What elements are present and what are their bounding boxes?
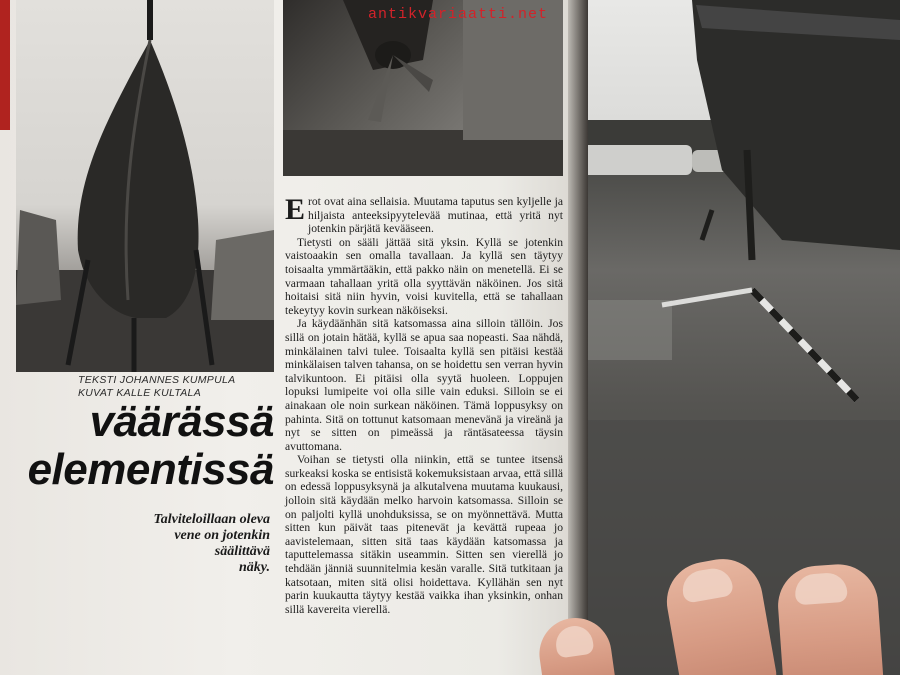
- text-credit: TEKSTI JOHANNES KUMPULA: [78, 374, 236, 386]
- hull-illustration: [16, 0, 274, 372]
- paragraph-4: Voihan se tietysti olla niinkin, että se tuntee itsensä surkeaksi koska se entisistä kokemuksistaan arvaa, että sillä on edessä loppusyksynä ja alkutalvena muutama kuukausi, jolloin sitä käydään melko harvoin katsomassa. Silloin se on paljolti kyllä unohduksissa, se on myönnettävä. Mutta sitten kun päivät taas pitenevät ja kevättä rupeaa jo aavistelemaan, sitten sitä taas käydään katsomassa ja taputtelemassa sitäkin useammin. Sitten sen vierellä jo tehdään jänniä suunnitelmia kesän varalle. Sitä tutkitaan ja katsotaan, miten sitä olisi hoidettava. Kyllähän sen nyt parin kuukautta täytyy kestää vaikka ihan yksinkin, onhan sillä kavereita vierellä.: [285, 453, 563, 616]
- subhead-line-3: säälittävä: [214, 544, 270, 559]
- headline-line-2: elementissä: [27, 445, 274, 494]
- fingernail: [794, 572, 848, 606]
- page-gutter: [568, 0, 588, 675]
- paragraph-1: [285, 195, 563, 236]
- hull-photo: [16, 0, 274, 372]
- paragraph-2: Tietysti on sääli jättää sitä yksin. Kyllä se jotenkin vaistoaakin sen omalla tavallaan. Ja kyllä sen täytyy toisaalta ymmärtääkin, että pakko näin on menetellä. Ei se varmaan tahallaan yritä olla syyttävän näköinen. Jos sitä hoitaisi sitä niin hyvin, voisi kuvitella, että se tahallaan tekeytyy kovin surkean näköiseksi.: [285, 235, 563, 317]
- photo-credit: KUVAT KALLE KULTALA: [78, 387, 201, 399]
- paragraph-3: Ja käydäänhän sitä katsomassa aina silloin tällöin. Jos sillä on jotain hätää, kyllä se apua saa nopeasti. Saa nähdä, minkälainen talvi tulee. Toisaalta kyllä sen pitäisi kestää minkälaisen talven tahansa, on se hoidettu sen verran hyvin talvikuntoon. Ei pitäisi olla syytä huoleen. Loppujen lopuksi lumipeite voi olla sille vain eduksi. Silloin se ei ainakaan ole noin surkean näköinen. Tämä loppusyksy on pahinta. Sitä on tottunut katsomaan menevänä ja vireänä ja nyt se sitten on pimeässä ja räntäsateessa täysin avuttomana.: [285, 317, 563, 453]
- watermark: antikvariaatti.net: [368, 6, 549, 23]
- subhead-line-2: vene on jotenkin: [174, 528, 270, 543]
- paragraph-1-text: rot ovat aina sellaisia. Muutama taputus sen kyljelle ja hiljaista anteeksipyytelevää mutinaa, että yritä nyt jotenkin pärjätä kevääseen.: [308, 195, 563, 236]
- propeller-photo: [283, 0, 563, 176]
- finger-3: [775, 562, 884, 675]
- article-headline: [12, 398, 274, 494]
- article-body: [285, 195, 563, 616]
- drop-cap: E: [285, 193, 306, 226]
- edge-strip: [0, 0, 10, 130]
- subhead-line-1: Talviteloillaan oleva: [153, 512, 270, 527]
- fingernail: [554, 624, 595, 659]
- headline-line-1: väärässä: [89, 397, 274, 446]
- subhead-line-4: näky.: [239, 560, 270, 575]
- fingernail: [680, 565, 734, 603]
- propeller-illustration: [283, 0, 563, 176]
- article-subhead: [110, 512, 270, 576]
